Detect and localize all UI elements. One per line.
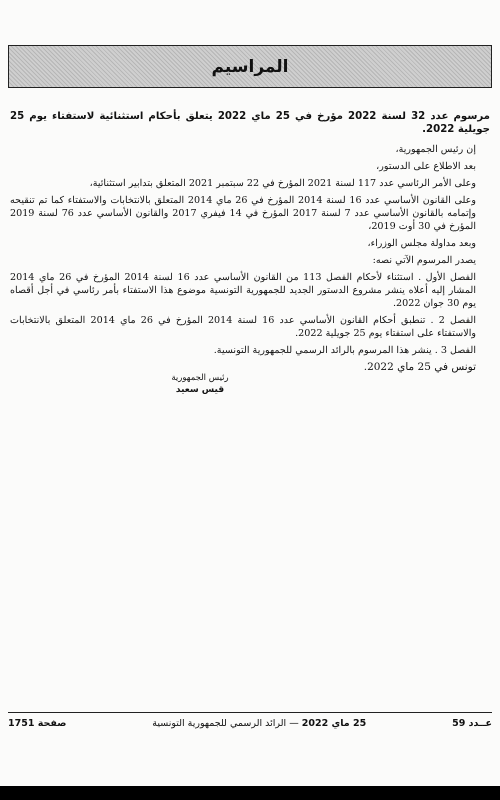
scan-bottom-edge (0, 786, 500, 800)
date-line: تونس في 25 ماي 2022. (363, 361, 476, 373)
paragraph-organic-law: وعلى القانون الأساسي عدد 16 لسنة 2014 المؤرخ في 26 ماي 2014 المتعلق بالانتخابات والاستفتاء كما تم تنقيحه وإتمامه بالقانون الأساسي عدد 7 لسنة 2017 المؤرخ في 14 فيفري 2017 والقانون الأساسي عدد 76 لسنة 2019 المؤرخ في 30 أوت 2019، (10, 195, 477, 232)
decree-title: مرسوم عدد 32 لسنة 2022 مؤرخ في 25 ماي 2022 يتعلق بأحكام استثنائية لاستفتاء يوم 25 جويلية 2022. (10, 111, 490, 135)
signature-role: رئيس الجمهورية (171, 373, 229, 383)
page-footer (8, 712, 492, 729)
footer-issue-number: عــدد 59 (452, 718, 492, 729)
decree-body (10, 110, 490, 378)
paragraph-constitution: بعد الاطلاع على الدستور، (376, 161, 476, 172)
footer-journal (152, 718, 366, 729)
article-3: الفصل 3 . ينشر هذا المرسوم بالرائد الرسمي للجمهورية التونسية. (213, 345, 476, 356)
footer-separator: — (289, 718, 299, 729)
article-1: الفصل الأول . استثناء لأحكام الفصل 113 من القانون الأساسي عدد 16 لسنة 2014 المؤرخ في 26 ماي 2014 المشار إليه أعلاه ينشر مشروع الدستور الجديد للجمهورية التونسية موضوع هذا الاستفتاء بأمر رئاسي في أجل أقصاه يوم 30 جوان 2022. (10, 272, 477, 309)
footer-journal-name: الرائد الرسمي للجمهورية التونسية (152, 718, 287, 729)
footer-page-number: صفحة 1751 (8, 718, 67, 729)
paragraph-promulgation: يصدر المرسوم الآتي نصه: (372, 255, 476, 266)
signature-name: قيس سعيد (175, 385, 225, 395)
section-title: المراسيم (211, 56, 289, 77)
footer-date: 25 ماي 2022 (301, 718, 367, 729)
paragraph-preamble: إن رئيس الجمهورية، (395, 144, 476, 155)
paragraph-council-deliberation: وبعد مداولة مجلس الوزراء، (367, 238, 476, 249)
signature-block (150, 372, 250, 397)
article-2: الفصل 2 . تنطبق أحكام القانون الأساسي عدد 16 لسنة 2014 المؤرخ في 26 ماي 2014 المتعلق بالانتخابات والاستفتاء على استفتاء يوم 25 جويلية 2022. (10, 315, 477, 339)
paragraph-presidential-order: وعلى الأمر الرئاسي عدد 117 لسنة 2021 المؤرخ في 22 سبتمبر 2021 المتعلق بتدابير استثنائية، (89, 178, 476, 189)
section-header-box (8, 45, 492, 88)
